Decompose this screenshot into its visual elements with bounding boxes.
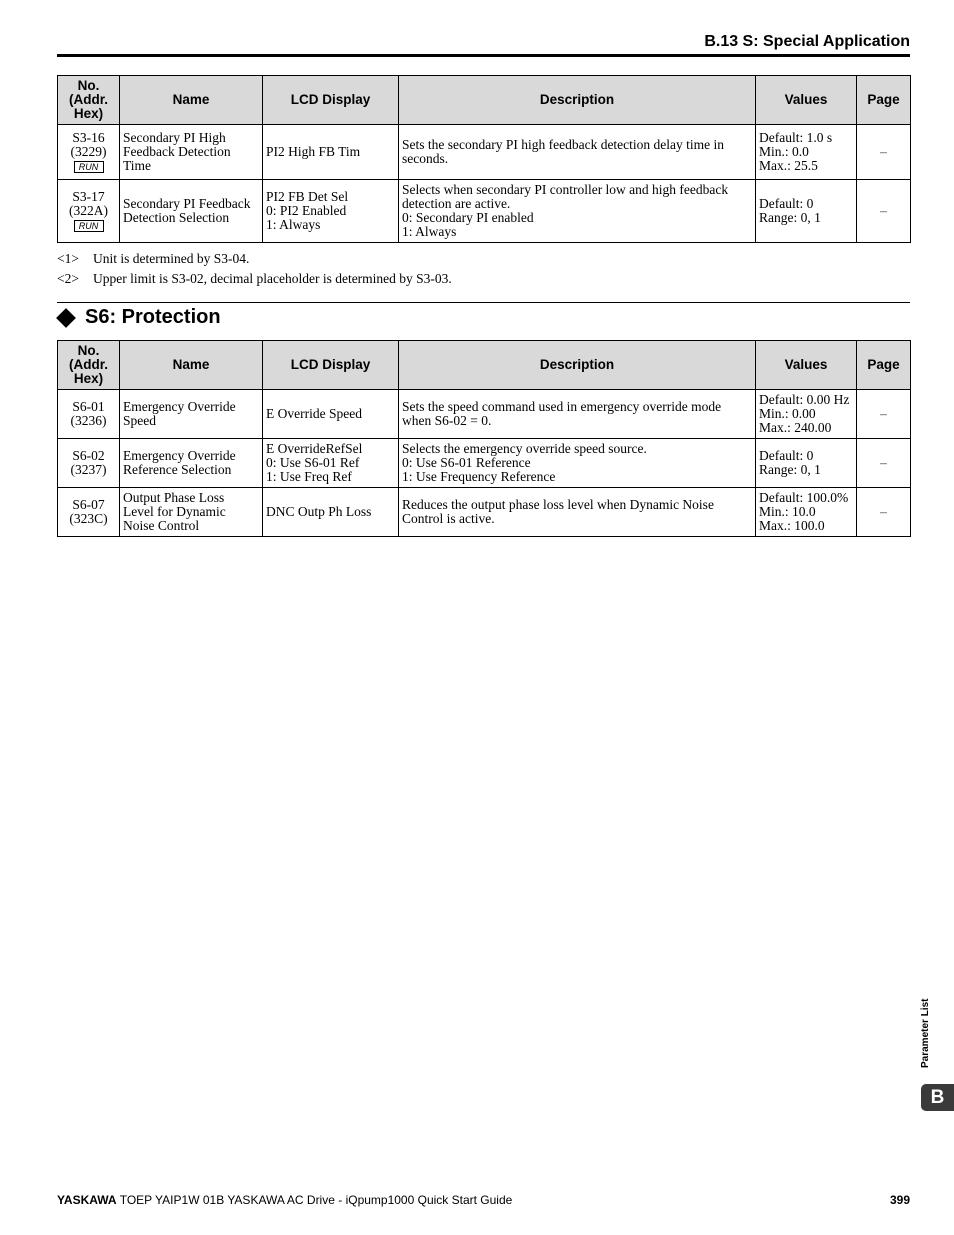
- col-header-description: Description: [399, 76, 756, 125]
- description-line: 0: Secondary PI enabled: [402, 210, 534, 225]
- description-cell: [399, 125, 756, 180]
- lcd-display-line: PI2 FB Det Sel: [266, 189, 349, 204]
- parameter-name-cell: [120, 439, 263, 488]
- parameter-number: S6-07: [72, 497, 105, 512]
- description-line: 1: Use Frequency Reference: [402, 469, 556, 484]
- table-row: [58, 390, 911, 439]
- lcd-display-cell: [263, 180, 399, 243]
- description-line: Sets the speed command used in emergency override mode: [402, 399, 722, 414]
- values-line: Default: 0: [759, 448, 814, 463]
- parameter-table-s3: [57, 75, 911, 243]
- table-row: [58, 439, 911, 488]
- col-header-values: Values: [756, 341, 857, 390]
- run-badge: RUN: [74, 161, 104, 173]
- parameter-address: (3229): [70, 144, 107, 159]
- parameter-address: (3237): [70, 462, 107, 477]
- parameter-number-cell: [58, 488, 120, 537]
- parameter-name-line: Secondary PI Feedback: [123, 196, 251, 211]
- table-row: [58, 125, 911, 180]
- lcd-display-line: DNC Outp Ph Loss: [266, 504, 372, 519]
- col-header-values: Values: [756, 76, 857, 125]
- description-cell: [399, 390, 756, 439]
- description-cell: [399, 488, 756, 537]
- section-header-title: B.13 S: Special Application: [704, 33, 910, 50]
- header-rule: [57, 54, 910, 57]
- col-header-no-line2: (Addr.: [69, 357, 108, 372]
- values-cell: [756, 125, 857, 180]
- values-line: Min.: 0.00: [759, 406, 816, 421]
- col-header-no-line3: Hex): [73, 106, 104, 121]
- parameter-name-line: Noise Control: [123, 518, 200, 533]
- values-cell: [756, 390, 857, 439]
- side-section-label: Parameter List: [920, 998, 931, 1068]
- description-line: Control is active.: [402, 511, 495, 526]
- col-header-name: Name: [120, 341, 263, 390]
- values-line: Min.: 0.0: [759, 144, 809, 159]
- parameter-name-line: Emergency Override: [123, 448, 236, 463]
- values-cell: [756, 180, 857, 243]
- values-line: Range: 0, 1: [759, 210, 821, 225]
- note-item: [57, 269, 452, 289]
- page-cell: –: [857, 125, 911, 180]
- description-cell: [399, 439, 756, 488]
- lcd-display-line: E OverrideRefSel: [266, 441, 363, 456]
- parameter-number: S3-17: [72, 189, 105, 204]
- lcd-display-cell: [263, 439, 399, 488]
- table-notes: [57, 249, 452, 289]
- parameter-address: (322A): [69, 203, 108, 218]
- description-line: when S6-02 = 0.: [402, 413, 492, 428]
- footer-doc-title: TOEP YAIP1W 01B YASKAWA AC Drive - iQpump1000 Quick Start Guide: [119, 1193, 513, 1207]
- note-item: [57, 249, 452, 269]
- values-line: Default: 0.00 Hz: [759, 392, 850, 407]
- section-rule: [57, 302, 910, 303]
- parameter-number-cell: [58, 180, 120, 243]
- col-header-description: Description: [399, 341, 756, 390]
- page-cell: –: [857, 488, 911, 537]
- values-line: Default: 100.0%: [759, 490, 849, 505]
- parameter-name-line: Reference Selection: [123, 462, 232, 477]
- parameter-name-line: Output Phase Loss: [123, 490, 225, 505]
- col-header-page: Page: [857, 341, 911, 390]
- note-text: Upper limit is S3-02, decimal placeholder is determined by S3-03.: [93, 271, 452, 286]
- values-line: Max.: 25.5: [759, 158, 818, 173]
- parameter-number: S6-01: [72, 399, 105, 414]
- values-cell: [756, 488, 857, 537]
- col-header-no-line2: (Addr.: [69, 92, 108, 107]
- parameter-table-s6: [57, 340, 911, 537]
- page-number: 399: [889, 1193, 910, 1207]
- note-text: Unit is determined by S3-04.: [93, 251, 250, 266]
- values-line: Default: 1.0 s: [759, 130, 833, 145]
- description-line: Selects when secondary PI controller low and high feedback: [402, 182, 729, 197]
- values-line: Range: 0, 1: [759, 462, 821, 477]
- col-header-page: Page: [857, 76, 911, 125]
- col-header-name: Name: [120, 76, 263, 125]
- col-header-lcd: LCD Display: [263, 341, 399, 390]
- lcd-display-cell: [263, 488, 399, 537]
- values-line: Default: 0: [759, 196, 814, 211]
- note-mark: <1>: [57, 251, 79, 266]
- col-header-no-line3: Hex): [73, 371, 104, 386]
- description-line: Selects the emergency override speed source.: [402, 441, 647, 456]
- parameter-name-line: Time: [123, 158, 152, 173]
- parameter-name-line: Emergency Override: [123, 399, 236, 414]
- col-header-no: [58, 341, 120, 390]
- values-line: Max.: 240.00: [759, 420, 832, 435]
- parameter-name-line: Level for Dynamic: [123, 504, 226, 519]
- lcd-display-line: 0: PI2 Enabled: [266, 203, 347, 218]
- table-header-row: [58, 76, 911, 125]
- description-cell: [399, 180, 756, 243]
- description-line: 1: Always: [402, 224, 457, 239]
- values-cell: [756, 439, 857, 488]
- col-header-no-line1: No.: [77, 78, 100, 93]
- appendix-tab[interactable]: B: [921, 1084, 954, 1111]
- section-heading: [56, 306, 221, 329]
- page-footer: [57, 1193, 910, 1207]
- diamond-icon: [56, 308, 76, 328]
- table-row: [58, 180, 911, 243]
- section-title: S6: Protection: [85, 306, 221, 328]
- lcd-display-cell: [263, 125, 399, 180]
- description-line: Reduces the output phase loss level when Dynamic Noise: [402, 497, 714, 512]
- footer-brand: YASKAWA: [57, 1193, 117, 1207]
- parameter-number-cell: [58, 125, 120, 180]
- values-line: Max.: 100.0: [759, 518, 825, 533]
- footer-document: [57, 1193, 512, 1207]
- col-header-no-line1: No.: [77, 343, 100, 358]
- table-header-row: [58, 341, 911, 390]
- description-line: Sets the secondary PI high feedback detection delay time in: [402, 137, 725, 152]
- description-line: 0: Use S6-01 Reference: [402, 455, 531, 470]
- note-mark: <2>: [57, 271, 79, 286]
- parameter-address: (3236): [70, 413, 107, 428]
- description-line: seconds.: [402, 151, 449, 166]
- parameter-number: S3-16: [72, 130, 105, 145]
- col-header-no: [58, 76, 120, 125]
- table-row: [58, 488, 911, 537]
- page-cell: –: [857, 180, 911, 243]
- parameter-name-cell: [120, 180, 263, 243]
- description-line: detection are active.: [402, 196, 511, 211]
- parameter-name-line: Detection Selection: [123, 210, 230, 225]
- lcd-display-line: 1: Use Freq Ref: [266, 469, 352, 484]
- lcd-display-cell: [263, 390, 399, 439]
- run-badge: RUN: [74, 220, 104, 232]
- parameter-number-cell: [58, 439, 120, 488]
- parameter-number-cell: [58, 390, 120, 439]
- parameter-name-cell: [120, 488, 263, 537]
- parameter-name-line: Speed: [123, 413, 156, 428]
- parameter-name-cell: [120, 390, 263, 439]
- page-cell: –: [857, 390, 911, 439]
- page-cell: –: [857, 439, 911, 488]
- parameter-address: (323C): [69, 511, 108, 526]
- col-header-lcd: LCD Display: [263, 76, 399, 125]
- lcd-display-line: 1: Always: [266, 217, 321, 232]
- lcd-display-line: E Override Speed: [266, 406, 362, 421]
- values-line: Min.: 10.0: [759, 504, 816, 519]
- parameter-number: S6-02: [72, 448, 105, 463]
- parameter-name-line: Feedback Detection: [123, 144, 231, 159]
- parameter-name-cell: [120, 125, 263, 180]
- lcd-display-line: 0: Use S6-01 Ref: [266, 455, 360, 470]
- lcd-display-line: PI2 High FB Tim: [266, 144, 361, 159]
- parameter-name-line: Secondary PI High: [123, 130, 226, 145]
